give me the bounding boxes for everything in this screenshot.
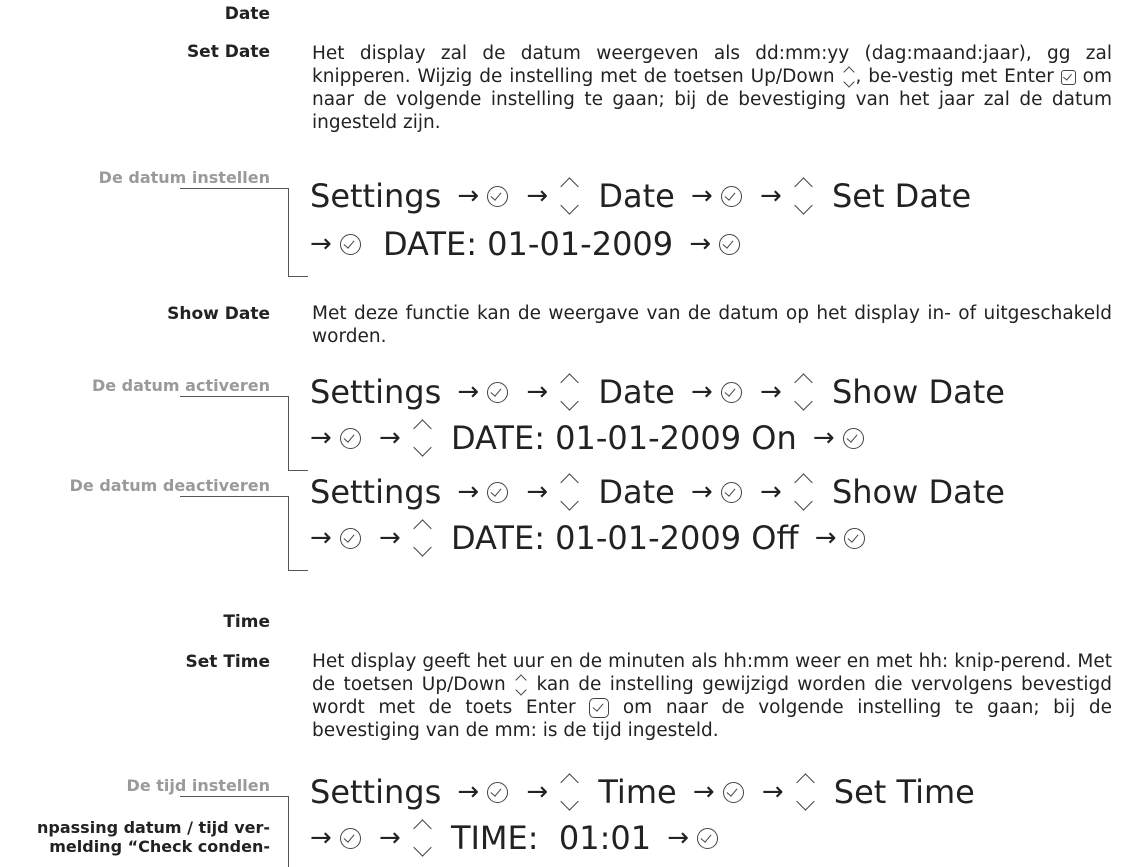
show-date-paragraph: Met deze functie kan de weergave van de datum op het display in- of uitgeschakeld worden. — [312, 303, 1112, 347]
procedure-bracket-line — [180, 496, 288, 497]
arrow-icon: → — [310, 229, 332, 259]
set-date-text-3: om naar de volgende instelling te gaan; bij de bevestiging van het jaar zal de datum ingesteld zijn. — [312, 66, 1113, 133]
procedure-bracket-line — [180, 396, 288, 397]
time-token: Time — [598, 773, 677, 811]
procedure-bracket-vertical — [288, 396, 289, 470]
date-heading: Date — [224, 4, 270, 24]
enter-icon — [1061, 70, 1076, 85]
up-down-icon — [842, 66, 856, 88]
arrow-icon: → — [667, 823, 690, 853]
enter-icon — [487, 382, 508, 403]
arrow-icon: → — [759, 477, 782, 507]
margin-note: npassing datum / tijd ver-melding “Check conden- — [37, 818, 270, 856]
up-down-icon — [792, 372, 814, 412]
arrow-icon: → — [759, 377, 782, 407]
enter-icon — [340, 528, 361, 549]
enter-icon — [487, 186, 508, 207]
set-date-token: Set Date — [831, 177, 972, 215]
arrow-icon: → — [812, 423, 835, 453]
arrow-icon: → — [689, 229, 712, 259]
enter-icon — [487, 782, 508, 803]
date-on-value-token: DATE: 01-01-2009 On — [450, 419, 797, 457]
enter-icon — [340, 234, 361, 255]
procedure-bracket — [40, 188, 288, 276]
set-time-paragraph — [312, 650, 1112, 742]
time-set-procedure-label: De tijd instellen — [126, 776, 270, 795]
set-date-label: Set Date — [186, 42, 270, 62]
procedure-bracket-foot — [288, 470, 308, 471]
enter-icon — [697, 828, 718, 849]
arrow-icon: → — [526, 181, 549, 211]
enter-icon — [719, 234, 740, 255]
arrow-icon: → — [691, 377, 713, 407]
date-on-sequence-line2 — [310, 416, 866, 458]
arrow-icon: → — [457, 477, 480, 507]
arrow-icon: → — [457, 181, 480, 211]
arrow-icon: → — [378, 523, 401, 553]
arrow-icon: → — [526, 777, 549, 807]
date-token: Date — [598, 177, 675, 215]
set-date-text-1: Het display zal de datum weergeven als dd:mm:yy (dag:maand:jaar), gg zal knipperen. Wijzig de instelling met de toetsen Up/Down — [312, 43, 1112, 87]
date-off-procedure-label: De datum deactiveren — [69, 476, 270, 495]
arrow-icon: → — [378, 423, 401, 453]
up-down-icon — [794, 772, 816, 812]
time-set-sequence-line1 — [310, 770, 975, 812]
date-token: Date — [598, 473, 675, 511]
settings-token: Settings — [310, 473, 442, 511]
enter-icon — [723, 782, 744, 803]
arrow-icon: → — [310, 823, 332, 853]
set-time-label: Set Time — [185, 652, 270, 672]
time-heading: Time — [223, 612, 270, 632]
procedure-bracket-line — [180, 796, 288, 797]
set-date-text-2: , be-vestig met Enter — [855, 66, 1054, 87]
up-down-icon — [792, 472, 814, 512]
arrow-icon: → — [759, 181, 782, 211]
enter-icon — [721, 482, 742, 503]
up-down-icon — [411, 418, 433, 458]
up-down-icon — [558, 176, 580, 216]
enter-icon — [721, 382, 742, 403]
arrow-icon: → — [526, 377, 549, 407]
settings-token: Settings — [310, 773, 442, 811]
procedure-bracket-foot — [288, 276, 308, 277]
enter-icon — [340, 428, 361, 449]
arrow-icon: → — [526, 477, 549, 507]
set-time-text-1: Het display geeft het uur en de minuten als hh:mm weer en met hh: knip-perend. Met de toetsen Up/Down — [312, 651, 1112, 695]
date-on-procedure-label: De datum activeren — [91, 376, 270, 395]
settings-token: Settings — [310, 373, 442, 411]
settings-token: Settings — [310, 177, 442, 215]
arrow-icon: → — [457, 377, 480, 407]
procedure-bracket-line — [180, 188, 288, 189]
up-down-icon — [792, 176, 814, 216]
up-down-icon — [558, 472, 580, 512]
set-time-text-2: kan de instelling gewijzigd worden die vervolgens bevestigd wordt met de toets Enter — [312, 674, 1112, 718]
set-time-token: Set Time — [833, 773, 975, 811]
show-date-token: Show Date — [831, 373, 1005, 411]
up-down-icon — [558, 372, 580, 412]
enter-icon — [340, 828, 361, 849]
up-down-icon — [558, 772, 580, 812]
enter-icon — [844, 528, 865, 549]
date-off-sequence-line1 — [310, 470, 1005, 512]
time-value-token: TIME: 01:01 — [450, 819, 652, 857]
arrow-icon: → — [814, 523, 837, 553]
set-time-text-3: om naar de volgende instelling te gaan; bij de bevestiging van de mm: is de tijd ingesteld. — [312, 697, 1112, 741]
up-down-icon — [411, 818, 433, 858]
procedure-bracket-foot — [288, 570, 308, 571]
arrow-icon: → — [761, 777, 784, 807]
time-set-sequence-line2 — [310, 816, 720, 858]
arrow-icon: → — [692, 777, 715, 807]
date-off-sequence-line2 — [310, 516, 867, 558]
enter-icon — [721, 186, 742, 207]
date-set-sequence-line1 — [310, 174, 971, 216]
arrow-icon: → — [691, 477, 713, 507]
procedure-bracket-vertical — [288, 188, 289, 276]
arrow-icon: → — [310, 523, 332, 553]
enter-icon — [487, 482, 508, 503]
arrow-icon: → — [378, 823, 401, 853]
up-down-icon — [411, 518, 433, 558]
show-date-token: Show Date — [831, 473, 1005, 511]
arrow-icon: → — [457, 777, 480, 807]
date-set-sequence-line2 — [310, 222, 742, 264]
date-off-value-token: DATE: 01-01-2009 Off — [450, 519, 799, 557]
set-date-paragraph — [312, 42, 1112, 134]
arrow-icon: → — [691, 181, 713, 211]
show-date-label: Show Date — [167, 304, 270, 324]
procedure-bracket-vertical — [288, 496, 289, 570]
procedure-bracket-vertical — [288, 796, 289, 867]
date-token: Date — [598, 373, 675, 411]
date-on-sequence-line1 — [310, 370, 1005, 412]
arrow-icon: → — [310, 423, 332, 453]
date-set-procedure-label: De datum instellen — [98, 168, 270, 187]
date-value-token: DATE: 01-01-2009 — [382, 225, 674, 263]
enter-icon — [843, 428, 864, 449]
enter-icon — [589, 698, 609, 718]
up-down-icon — [514, 674, 528, 696]
